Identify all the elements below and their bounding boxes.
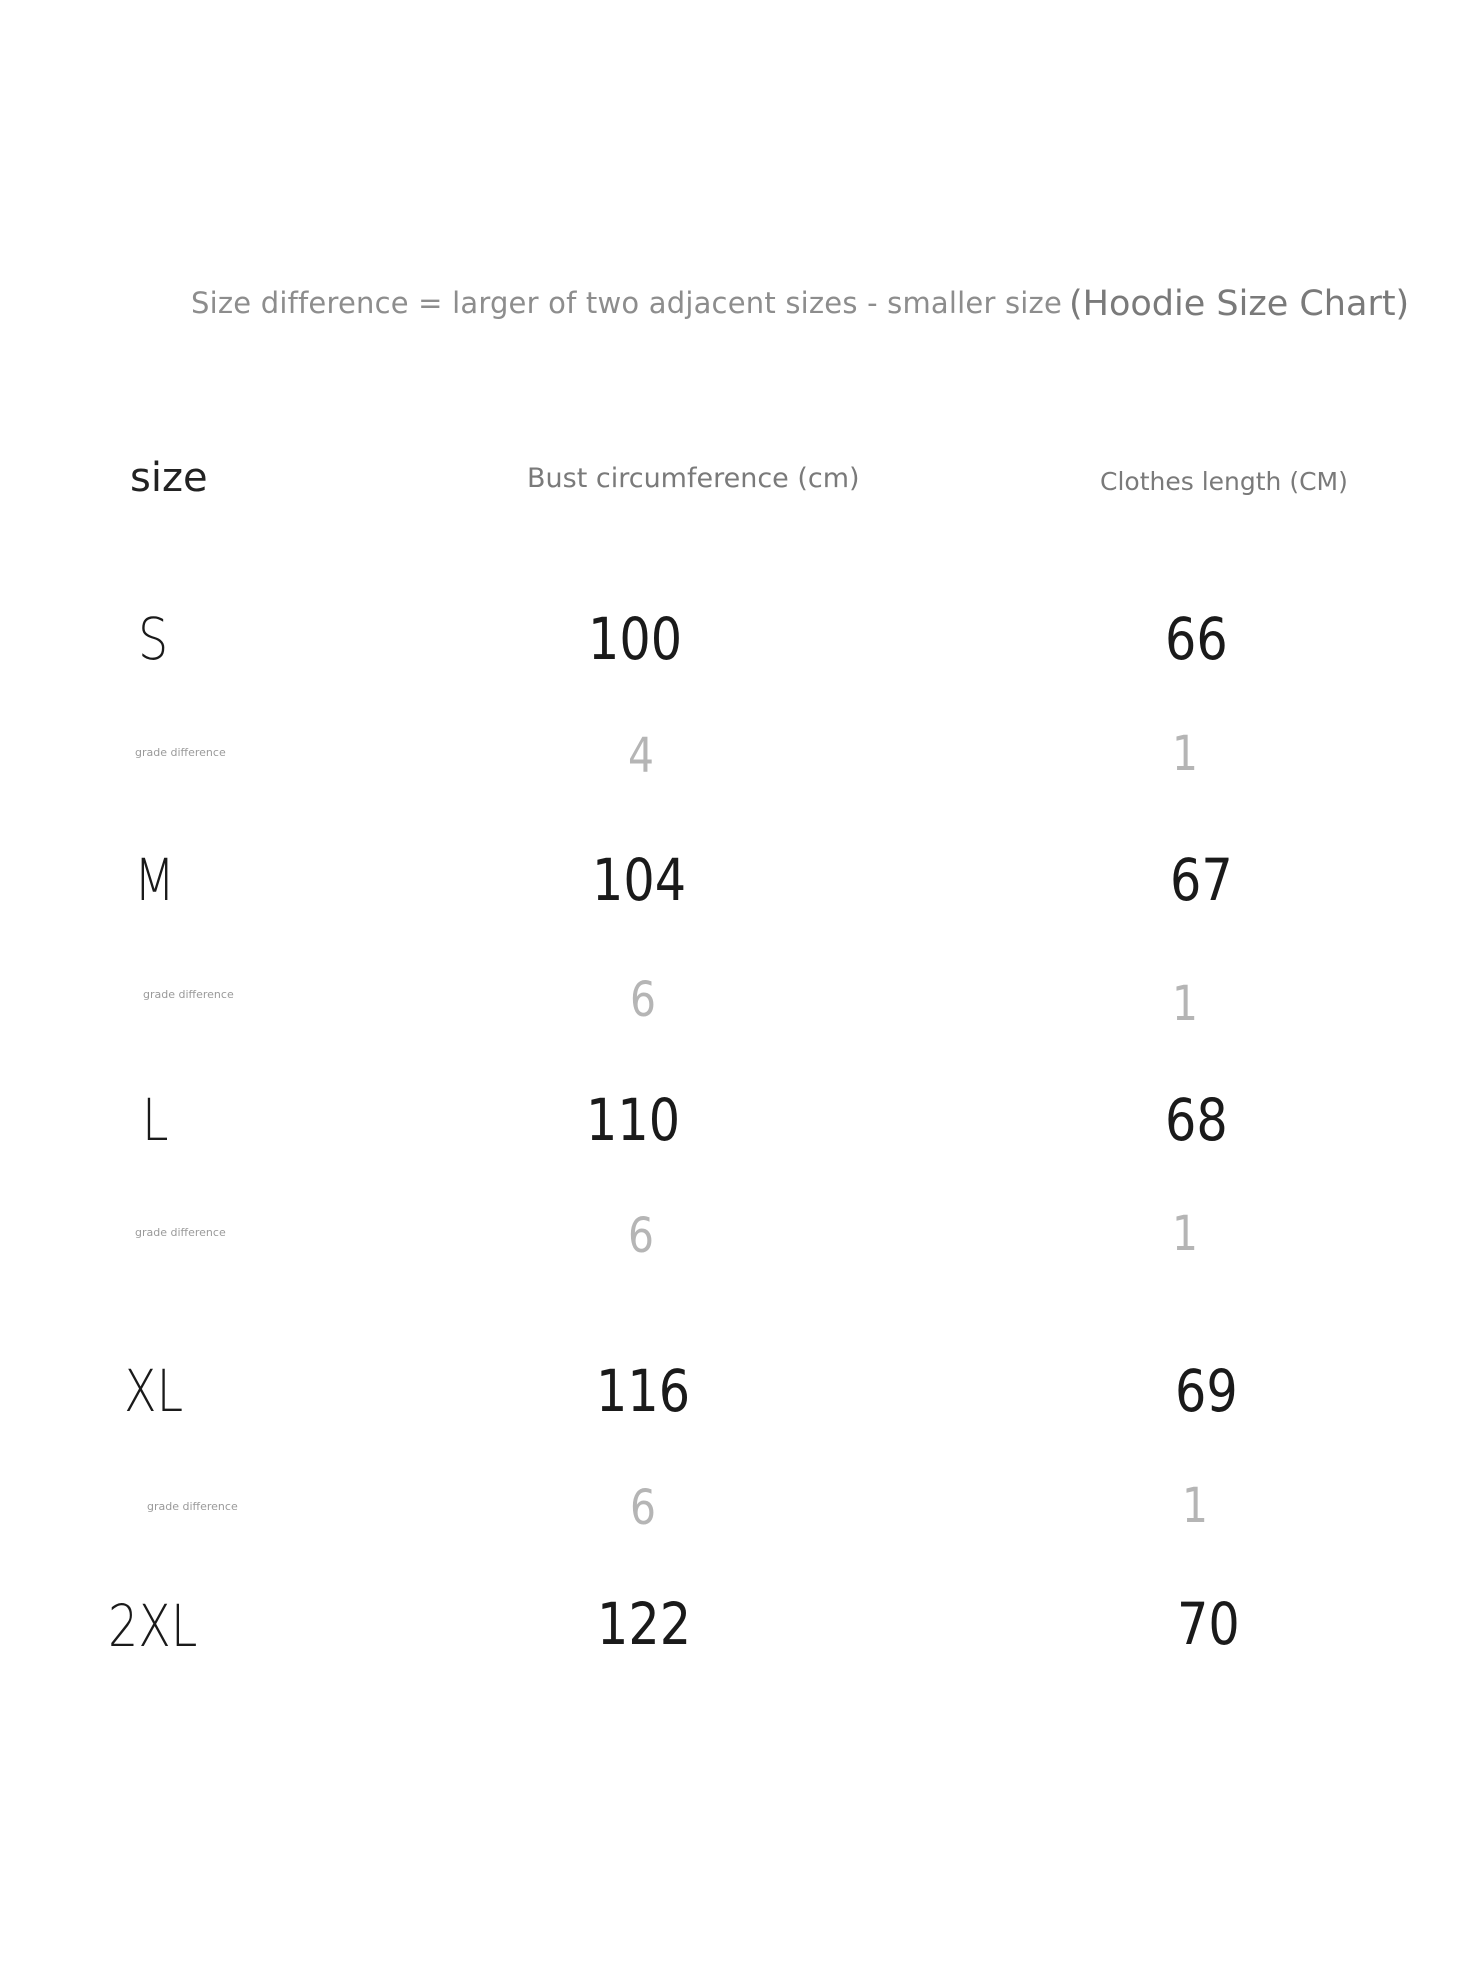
length-value-l: 68 <box>1165 1086 1228 1154</box>
size-label-m: M <box>134 846 176 914</box>
size-label-xl: XL <box>124 1357 184 1425</box>
length-difference: 1 <box>1172 726 1198 782</box>
length-value-m: 67 <box>1170 846 1233 914</box>
size-difference-note: Size difference = larger of two adjacent sizes - smaller size <box>191 286 1063 320</box>
length-value-xl: 69 <box>1175 1357 1238 1425</box>
length-value-2xl: 70 <box>1177 1590 1240 1658</box>
bust-difference: 6 <box>630 1480 656 1536</box>
bust-value-xl: 116 <box>596 1357 691 1425</box>
bust-value-m: 104 <box>592 846 687 914</box>
grade-difference-label: grade difference <box>143 988 234 1001</box>
grade-difference-label: grade difference <box>135 1226 226 1239</box>
bust-value-s: 100 <box>588 605 683 673</box>
grade-difference-label: grade difference <box>147 1500 238 1513</box>
length-value-s: 66 <box>1165 605 1228 673</box>
bust-difference: 6 <box>628 1208 654 1264</box>
size-label-l: L <box>142 1086 169 1154</box>
column-header-size: size <box>130 455 208 501</box>
length-difference: 1 <box>1172 1206 1198 1262</box>
column-header-bust: Bust circumference (cm) <box>527 463 860 494</box>
column-header-length: Clothes length (CM) <box>1100 467 1348 496</box>
bust-difference: 6 <box>630 972 656 1028</box>
bust-value-2xl: 122 <box>597 1590 692 1658</box>
grade-difference-label: grade difference <box>135 746 226 759</box>
size-label-s: S <box>138 605 169 673</box>
size-label-2xl: 2XL <box>108 1592 198 1660</box>
chart-title: (Hoodie Size Chart) <box>1069 284 1410 324</box>
bust-value-l: 110 <box>586 1086 681 1154</box>
length-difference: 1 <box>1182 1478 1208 1534</box>
bust-difference: 4 <box>628 728 654 784</box>
length-difference: 1 <box>1172 976 1198 1032</box>
